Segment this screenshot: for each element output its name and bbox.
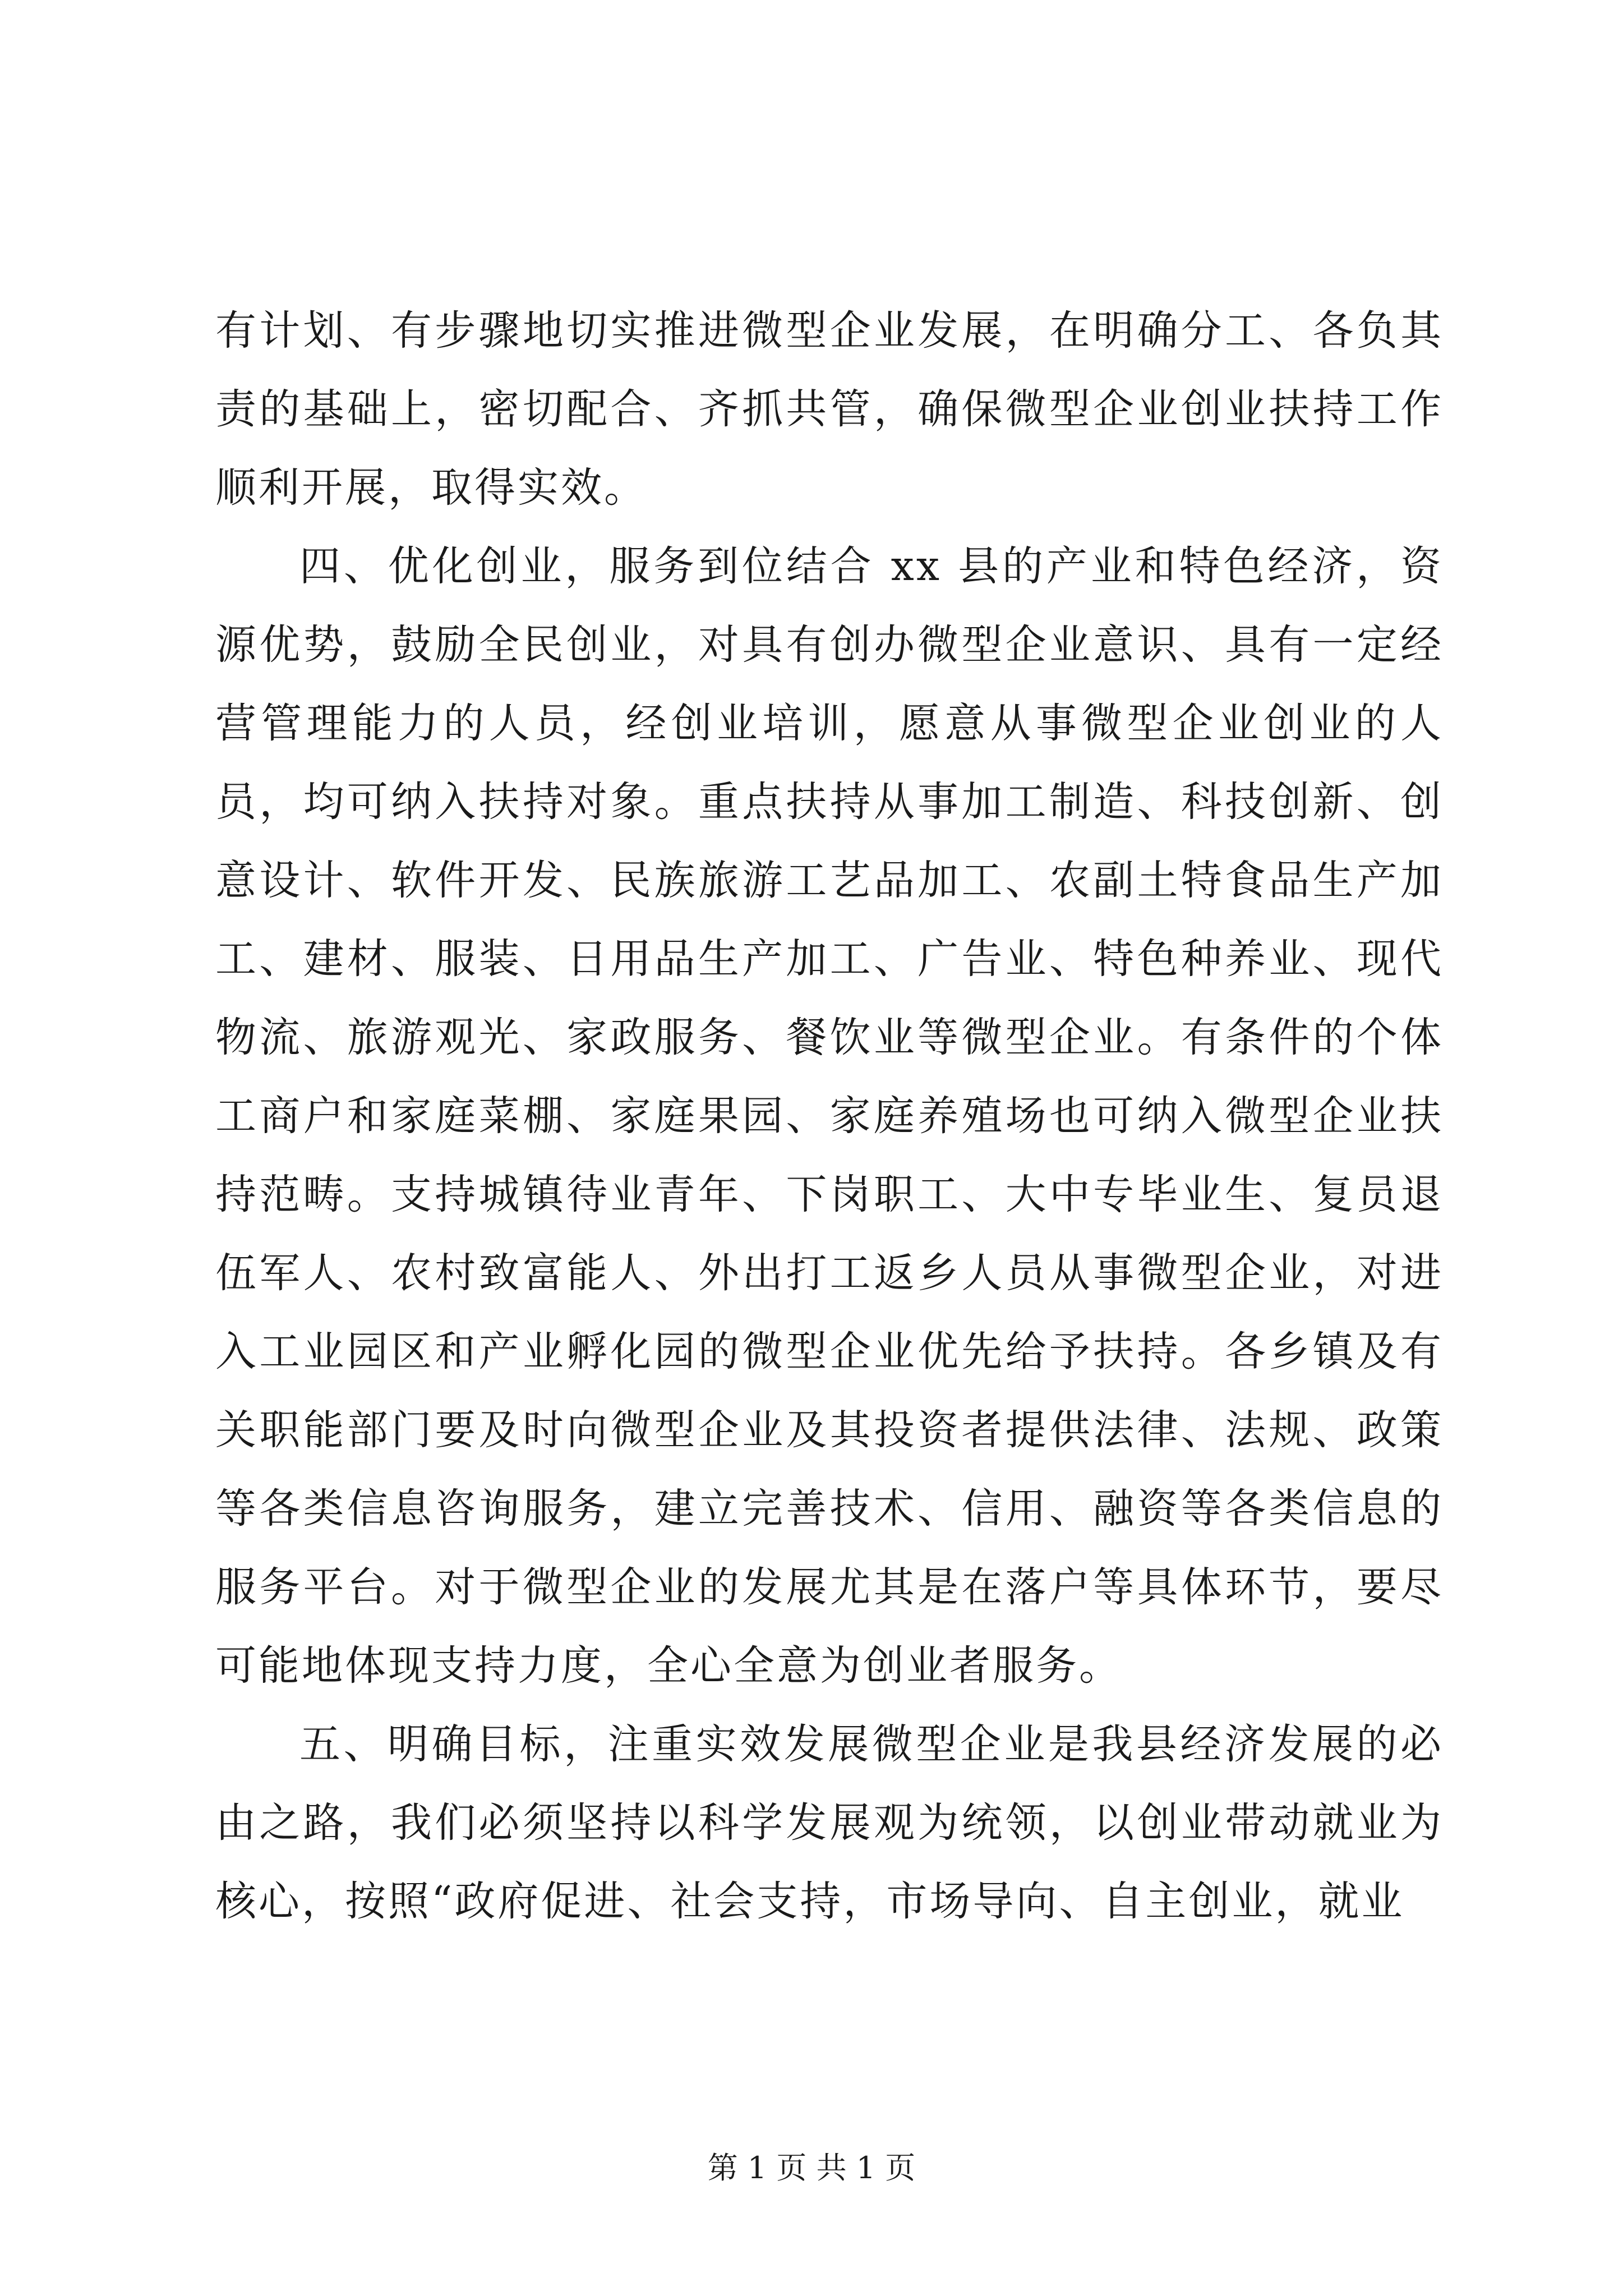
document-body — [215, 292, 1444, 1941]
paragraph-continued: 有计划、有步骤地切实推进微型企业发展，在明确分工、各负其责的基础上，密切配合、齐抓共管，确保微型企业创业扶持工作顺利开展，取得实效。 — [215, 307, 1444, 512]
page-footer: 第 1 页 共 1 页 — [707, 2150, 916, 2185]
paragraph-section-five: 五、明确目标，注重实效发展微型企业是我县经济发展的必由之路，我们必须坚持以科学发展观为统领，以创业带动就业为核心，按照“政府促进、社会支持，市场导向、自主创业，就业 — [215, 1720, 1444, 1925]
paragraph-section-four: 四、优化创业，服务到位结合 xx 县的产业和特色经济，资源优势，鼓励全民创业，对具有创办微型企业意识、具有一定经营管理能力的人员，经创业培训，愿意从事微型企业创业的人员，均可纳入扶持对象。重点扶持从事加工制造、科技创新、创意设计、软件开发、民族旅游工艺品加工、农副土特食品生产加工、建材、服装、日用品生产加工、广告业、特色种养业、现代物流、旅游观光、家政服务、餐饮业等微型企业。有条件的个体工商户和家庭菜棚、家庭果园、家庭养殖场也可纳入微型企业扶持范畴。支持城镇待业青年、下岗职工、大中专毕业生、复员退伍军人、农村致富能人、外出打工返乡人员从事微型企业，对进入工业园区和产业孵化园的微型企业优先给予扶持。各乡镇及有关职能部门要及时向微型企业及其投资者提供法律、法规、政策等各类信息咨询服务，建立完善技术、信用、融资等各类信息的服务平台。对于微型企业的发展尤其是在落户等具体环节，要尽可能地体现支持力度，全心全意为创业者服务。 — [215, 542, 1444, 1690]
